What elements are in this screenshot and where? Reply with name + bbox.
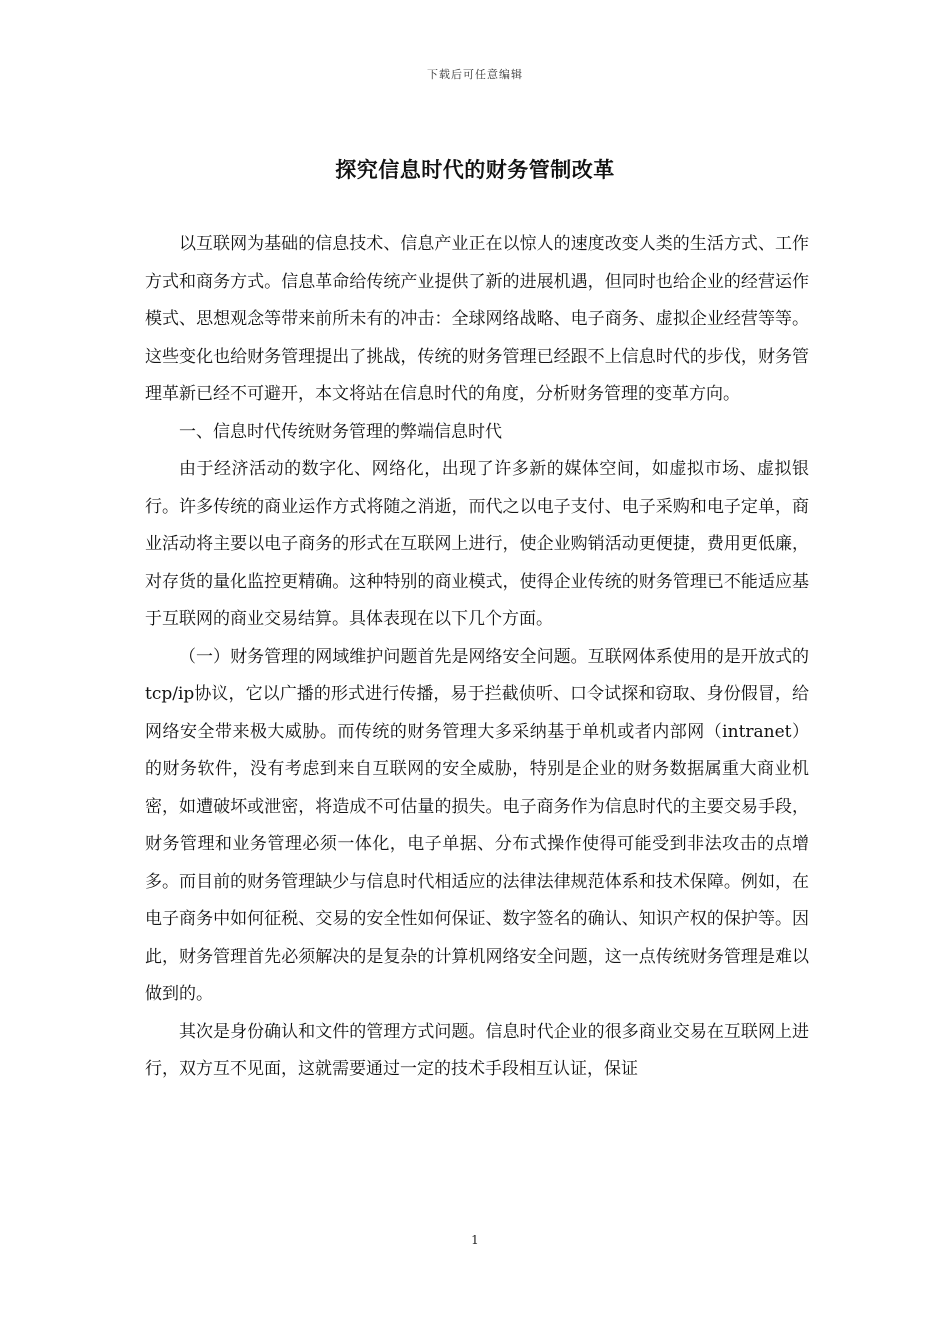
paragraph-network-security: （一）财务管理的网域维护问题首先是网络安全问题。互联网体系使用的是开放式的tcp/ip协议，它以广播的形式进行传播，易于拦截侦听、口令试探和窃取、身份假冒，给网络安全带来极大威胁。而传统的财务管理大多采纳基于单机或者内部网（intranet）的财务软件，没有考虑到来自互联网的安全威胁，特别是企业的财务数据属重大商业机密，如遭破坏或泄密，将造成不可估量的损失。电子商务作为信息时代的主要交易手段，财务管理和业务管理必须一体化，电子单据、分布式操作使得可能受到非法攻击的点增多。而目前的财务管理缺少与信息时代相适应的法律法律规范体系和技术保障。例如，在电子商务中如何征税、交易的安全性如何保证、数字签名的确认、知识产权的保护等。因此，财务管理首先必须解决的是复杂的计算机网络安全问题，这一点传统财务管理是难以做到的。: [145, 646, 809, 1004]
paragraph-identity: 其次是身份确认和文件的管理方式问题。信息时代企业的很多商业交易在互联网上进行，双方互不见面，这就需要通过一定的技术手段相互认证，保证: [145, 1021, 809, 1079]
section-heading-1: 一、信息时代传统财务管理的弊端信息时代: [179, 421, 502, 442]
paragraph-intro: 以互联网为基础的信息技术、信息产业正在以惊人的速度改变人类的生活方式、工作方式和商务方式。信息革命给传统产业提供了新的进展机遇，但同时也给企业的经营运作模式、思想观念等带来前所未有的冲击：全球网络战略、电子商务、虚拟企业经营等等。这些变化也给财务管理提出了挑战，传统的财务管理已经跟不上信息时代的步伐，财务管理革新已经不可避开，本文将站在信息时代的角度，分析财务管理的变革方向。: [145, 234, 809, 404]
page-header-note: 下载后可任意编辑: [427, 68, 523, 81]
document-title: 探究信息时代的财务管制改革: [335, 158, 615, 182]
page-number: 1: [471, 1233, 479, 1247]
document-body: [145, 226, 809, 1089]
paragraph-digitalization: 由于经济活动的数字化、网络化，出现了许多新的媒体空间，如虚拟市场、虚拟银行。许多传统的商业运作方式将随之消逝，而代之以电子支付、电子采购和电子定单，商业活动将主要以电子商务的形式在互联网上进行，使企业购销活动更便捷，费用更低廉，对存货的量化监控更精确。这种特别的商业模式，使得企业传统的财务管理已不能适应基于互联网的商业交易结算。具体表现在以下几个方面。: [145, 459, 809, 629]
